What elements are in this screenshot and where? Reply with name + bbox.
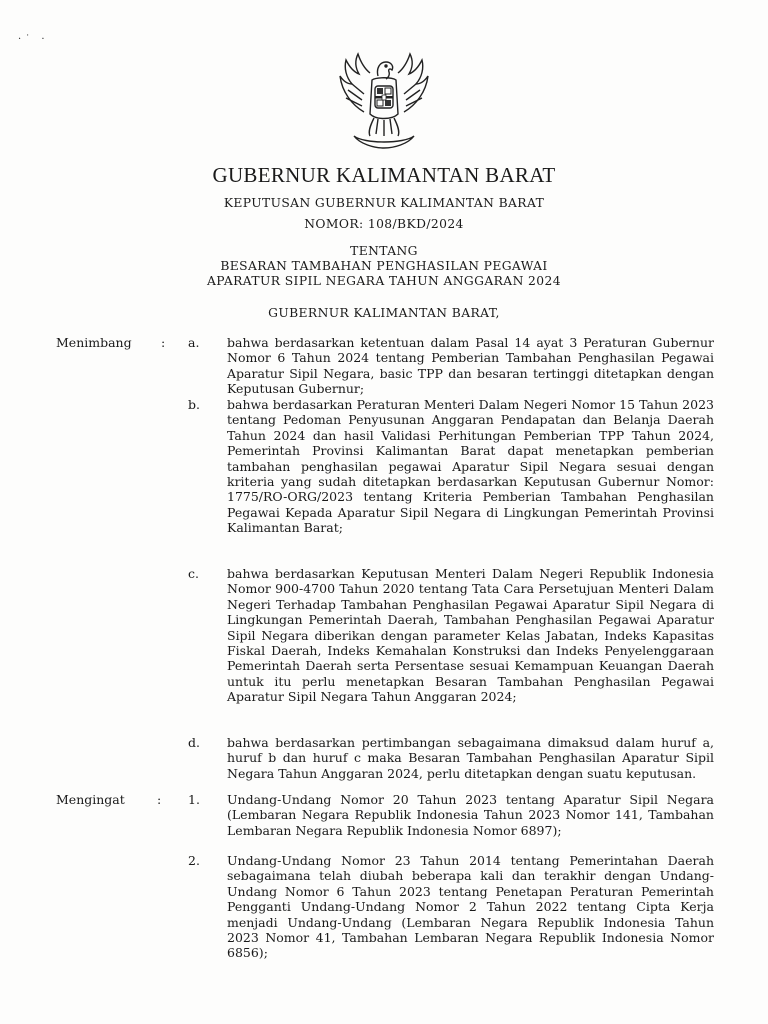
menimbang-item-a: bahwa berdasarkan ketentuan dalam Pasal 14 ayat 3 Peraturan Gubernur Nomor 6 Tahun 2024 tentang Pemberian Tambahan Penghasilan Pegawai Aparatur Sipil Negara, basic TPP dan besaran tertinggi ditetapkan dengan Keputusan Gubernur; bbox=[227, 335, 714, 397]
menimbang-item-d: bahwa berdasarkan pertimbangan sebagaimana dimaksud dalam huruf a, huruf b dan huruf c maka Besaran Tambahan Penghasilan Aparatur Sipil Negara Tahun Anggaran 2024, perlu ditetapkan dengan suatu keputusan. bbox=[227, 735, 714, 781]
subject-line-1: BESARAN TAMBAHAN PENGHASILAN PEGAWAI bbox=[220, 259, 548, 273]
mengingat-marker-1: 1. bbox=[188, 792, 200, 807]
governor-heading: GUBERNUR KALIMANTAN BARAT bbox=[212, 163, 556, 187]
menimbang-marker-a: a. bbox=[188, 335, 200, 350]
menimbang-marker-d: d. bbox=[188, 735, 200, 750]
mengingat-item-2: Undang-Undang Nomor 23 Tahun 2014 tentang Pemerintahan Daerah sebagaimana telah diubah beberapa kali dan terakhir dengan Undang-Undang Nomor 6 Tahun 2023 tentang Penetapan Peraturan Pemerintah Pengganti Undang-Undang Nomor 2 Tahun 2022 tentang Cipta Kerja menjadi Undang-Undang (Lembaran Negara Republik Indonesia Tahun 2023 Nomor 41, Tambahan Lembaran Negara Republik Indonesia Nomor 6856); bbox=[227, 853, 714, 961]
subject-line-2: APARATUR SIPIL NEGARA TAHUN ANGGARAN 2024 bbox=[207, 274, 561, 288]
menimbang-marker-c: c. bbox=[188, 566, 199, 581]
menimbang-item-c: bahwa berdasarkan Keputusan Menteri Dalam Negeri Republik Indonesia Nomor 900-4700 Tahun 2020 tentang Tata Cara Persetujuan Menteri Dalam Negeri Terhadap Tambahan Penghasilan Pegawai Aparatur Sipil Negara di Lingkungan Pemerintah Daerah, Tambahan Penghasilan Pegawai Aparatur Sipil Negara diberikan dengan parameter Kelas Jabatan, Indeks Kapasitas Fiskal Daerah, Indeks Kemahalan Konstruksi dan Indeks Penyelenggaraan Pemerintah Daerah serta Persentase sesuai Kemampuan Keuangan Daerah untuk itu perlu menetapkan Besaran Tambahan Penghasilan Pegawai Aparatur Sipil Negara Tahun Anggaran 2024; bbox=[227, 566, 714, 705]
decree-number: NOMOR: 108/BKD/2024 bbox=[304, 217, 464, 231]
mengingat-colon: : bbox=[157, 792, 162, 807]
menimbang-label: Menimbang bbox=[56, 335, 132, 350]
decree-title: KEPUTUSAN GUBERNUR KALIMANTAN BARAT bbox=[223, 196, 545, 210]
issuer-heading: GUBERNUR KALIMANTAN BARAT, bbox=[268, 306, 500, 320]
mengingat-label: Mengingat bbox=[56, 792, 125, 807]
scan-specks: ·˙ · bbox=[18, 34, 49, 45]
menimbang-colon: : bbox=[161, 335, 166, 350]
menimbang-item-b: bahwa berdasarkan Peraturan Menteri Dalam Negeri Nomor 15 Tahun 2023 tentang Pedoman Penyusunan Anggaran Pendapatan dan Belanja Daerah Tahun 2024 dan hasil Validasi Perhitungan Pemberian TPP Tahun 2024, Pemerintah Provinsi Kalimantan Barat dapat menetapkan pemberian tambahan penghasilan pegawai Aparatur Sipil Negara sesuai dengan kriteria yang sudah ditetapkan berdasarkan Keputusan Gubernur Nomor: 1775/RO-ORG/2023 tentang Kriteria Pemberian Tambahan Penghasilan Pegawai Kepada Aparatur Sipil Negara di Lingkungan Pemerintah Provinsi Kalimantan Barat; bbox=[227, 397, 714, 536]
mengingat-item-1: Undang-Undang Nomor 20 Tahun 2023 tentang Aparatur Sipil Negara (Lembaran Negara Republik Indonesia Tahun 2023 Nomor 141, Tambahan Lembaran Negara Republik Indonesia Nomor 6897); bbox=[227, 792, 714, 838]
menimbang-marker-b: b. bbox=[188, 397, 200, 412]
garuda-pancasila-emblem-icon bbox=[334, 50, 434, 152]
about-heading: TENTANG bbox=[350, 244, 418, 258]
mengingat-marker-2: 2. bbox=[188, 853, 200, 868]
